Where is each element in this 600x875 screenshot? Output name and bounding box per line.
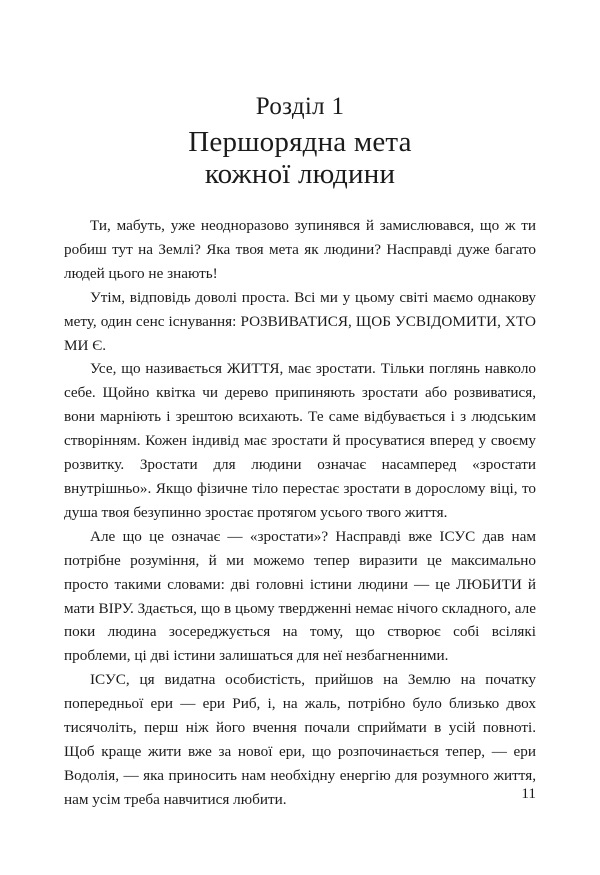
chapter-title-line-1: Першорядна мета xyxy=(188,126,412,158)
page-title xyxy=(64,126,536,190)
paragraph: Ти, мабуть, уже неодноразово зупинявся й замислювався, що ж ти робиш тут на Землі? Яка твоя мета як людини? Насправді дуже багато людей цього не знають! xyxy=(64,217,536,282)
body-text xyxy=(64,214,536,812)
paragraph: Утім, відповідь доволі проста. Всі ми у цьому світі маємо однакову мету, один сенс існування: РОЗВИВАТИСЯ, ЩОБ УСВІДОМИТИ, ХТО МИ Є. xyxy=(64,288,536,354)
chapter-title-line-2: кожної людини xyxy=(204,158,396,190)
paragraph: Але що це означає — «зростати»? Насправді вже ІСУС дав нам потрібне розуміння, й ми можемо тепер виразити це максимально просто такими словами: дві головні істини людини — це ЛЮБИТИ й мати ВІРУ. Здається, що в цьому твердженні немає нічого складного, але поки людина зосереджується на тому, що створює собі всілякі проблеми, ці дві істини залишаться для неї незбагненними. xyxy=(64,527,536,665)
paragraph: ІСУС, ця видатна особистість, прийшов на Землю на початку попередньої ери — ери Риб, і, на жаль, потрібно було близько двох тисячоліть, перш ніж його вчення почали сприймати в усій повноті. Щоб краще жити вже за нової ери, що розпочинається тепер, — ери Водолія, — яка приносить нам необхідну енергію для розумного життя, нам усім треба навчитися любити. xyxy=(64,671,536,808)
chapter-heading xyxy=(64,92,536,190)
chapter-label: Розділ 1 xyxy=(255,93,345,120)
page-number: 11 xyxy=(521,785,536,802)
paragraph: Усе, що називається ЖИТТЯ, має зростати. Тільки поглянь навколо себе. Щойно квітка чи дерево припиняють зростати або розвиватися, вони марніють і зрештою всихають. Те саме відбувається і з людським створінням. Кожен індивід має зростати й просуватися вперед у своєму розвитку. Зростати для людини означає насамперед «зростати внутрішньо». Якщо фізичне тіло перестає зростати в дорослому віці, то душа твоя безупинно зростає протягом усього твого життя. xyxy=(64,360,536,521)
